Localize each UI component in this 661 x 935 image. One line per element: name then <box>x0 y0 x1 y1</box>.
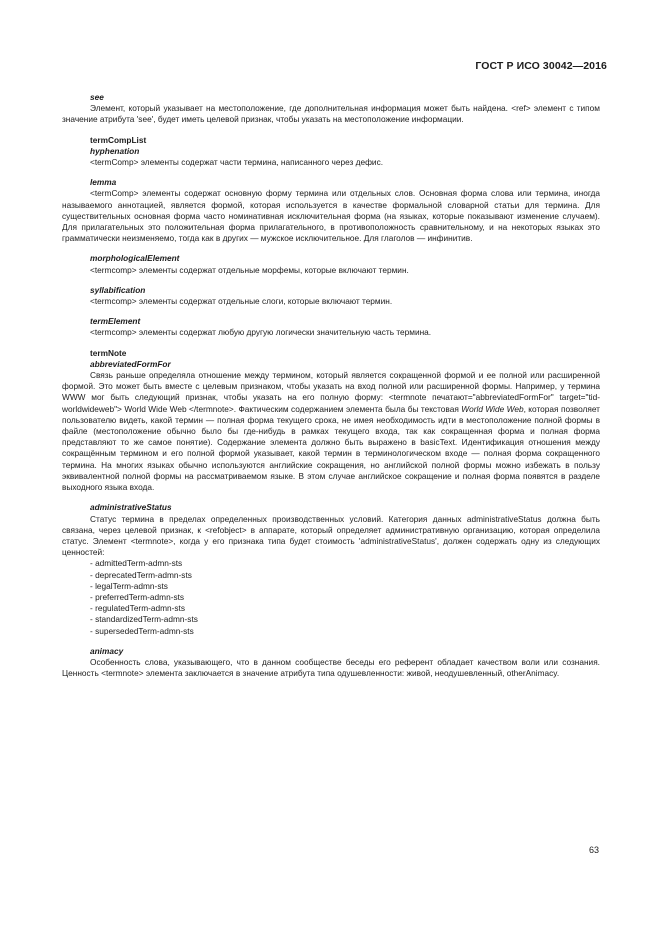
entry-syllabification <box>62 285 600 307</box>
list-item: - regulatedTerm-admn-sts <box>90 603 185 614</box>
entry-heading: animacy <box>90 645 124 656</box>
entry-heading: abbreviatedFormFor <box>90 358 171 369</box>
entry-heading: lemma <box>90 177 117 188</box>
list-item: - supersededTerm-admn-sts <box>90 625 194 636</box>
entry-text: <termComp> элементы содержат основную форму термина или отдельных слов. Основная форма слова или термина, иногда называемого аннотацией, является формой, которая используется в качестве формальной словарной статьи для термина. Для существительных основная форма часто номинативная исключительная форма (на языках, которые показывают изменение случаем). Для прилагательных это положительная форма прилагательного, в противоположность сравнительному, и на некоторых языках это грамматически неизменяемо, тогда как в других — мужское исключительное. Для глаголов — инфинитив. <box>62 188 600 244</box>
entry-text-part: Связь раньше определяла отношение между термином, который является сокращенной формой и ее полной или расширенной формой. Это может быть вместе с целевым признаком, чтобы указать на вход полной или расширенной формы. Например, у термина WWW мог быть следующий признак, чтобы указать на его полную форму: <termnote печатают="abbreviatedFormFor" target="tid-worldwideweb"> World Wide Web </termnote>. Фактическим содержанием элемента была бы текстовая <box>62 370 600 414</box>
entry-lemma <box>62 177 600 244</box>
entry-text: <termcomp> элементы содержат отдельные морфемы, которые включают термин. <box>90 264 409 275</box>
status-values-list <box>62 558 600 636</box>
entry-morphological-element <box>62 253 600 275</box>
entry-see <box>62 92 600 126</box>
section-heading: termNote <box>90 347 127 358</box>
entry-heading: syllabification <box>90 284 146 295</box>
section-heading: termCompList <box>90 134 147 145</box>
list-item: - standardizedTerm-admn-sts <box>90 614 198 625</box>
entry-text: <termcomp> элементы содержат любую другую логически значительную часть термина. <box>90 327 432 338</box>
entry-text: Особенность слова, указывающего, что в данном сообществе беседы его референт обладает качеством воли или сознания. Ценность <termnote> элемента заключается в значение атрибута типа одушевленности: живой, неодушевленный, otherAnimacy. <box>62 656 600 679</box>
list-item: - preferredTerm-admn-sts <box>90 591 185 602</box>
list-item: - legalTerm-admn-sts <box>90 580 168 591</box>
list-item: - admittedTerm-admn-sts <box>90 558 183 569</box>
entry-heading: see <box>90 92 104 102</box>
entry-text: Статус термина в пределах определенных производственных условий. Категория данных administrativeStatus должна быть связана, через целевой признак, к <refobject> в аппарате, который определяет административную организацию, которая определила статус. Элемент <termnote>, когда у его признака типа будет стоимость 'administrativeStatus', должен содержать одну из следующих ценностей: <box>62 513 600 558</box>
entry-text: <termComp> элементы содержат части термина, написанного через дефис. <box>90 157 384 168</box>
entry-text-italic: World Wide Web <box>461 403 524 414</box>
list-item: - deprecatedTerm-admn-sts <box>90 569 192 580</box>
entry-heading: termElement <box>90 316 141 327</box>
entry-term-element <box>62 316 600 338</box>
standard-code-header: ГОСТ Р ИСО 30042—2016 <box>475 60 607 72</box>
entry-heading: administrativeStatus <box>90 502 172 513</box>
entry-administrative-status <box>62 502 600 636</box>
page-content <box>62 92 600 688</box>
entry-text: <termcomp> элементы содержат отдельные слоги, которые включают термин. <box>90 296 393 307</box>
entry-animacy <box>62 646 600 680</box>
page-number: 63 <box>588 845 599 855</box>
entry-heading: morphologicalElement <box>90 253 180 264</box>
entry-text: Элемент, который указывает на местоположение, где дополнительная информация может быть найдена. <ref> элемент с типом значение атрибута 'see', будет иметь целевой признак, чтобы указать на местоположение информации. <box>62 103 600 125</box>
entry-text-part: , которая позволяет пользователю видеть, какой термин — полная форма текущего срока, не имея необходимость идти в местоположение полной формы в файле (местоположение обычно было бы где-нибудь в рамках текущего входа, так как сокращенная форма и полная форма представляют то же самое понятие). Содержание элемента должно быть выражено в basicText. Идентификация отношения между сокращённым термином и его полной формой указывает, какой термин в терминологическом входе — полная форма сокращенного термина. На многих языках обычно используются английские сокращения, но английской полной формы можно избежать в пользу эквивалентной полной формы на рассматриваемом языке. В этом случае английское сокращение и полная форма появятся в разделе выходного языка входа. <box>62 403 600 493</box>
entry-termnote <box>62 348 600 494</box>
entry-text <box>62 370 600 493</box>
entry-termcomplist <box>62 135 600 169</box>
entry-heading: hyphenation <box>90 145 140 156</box>
